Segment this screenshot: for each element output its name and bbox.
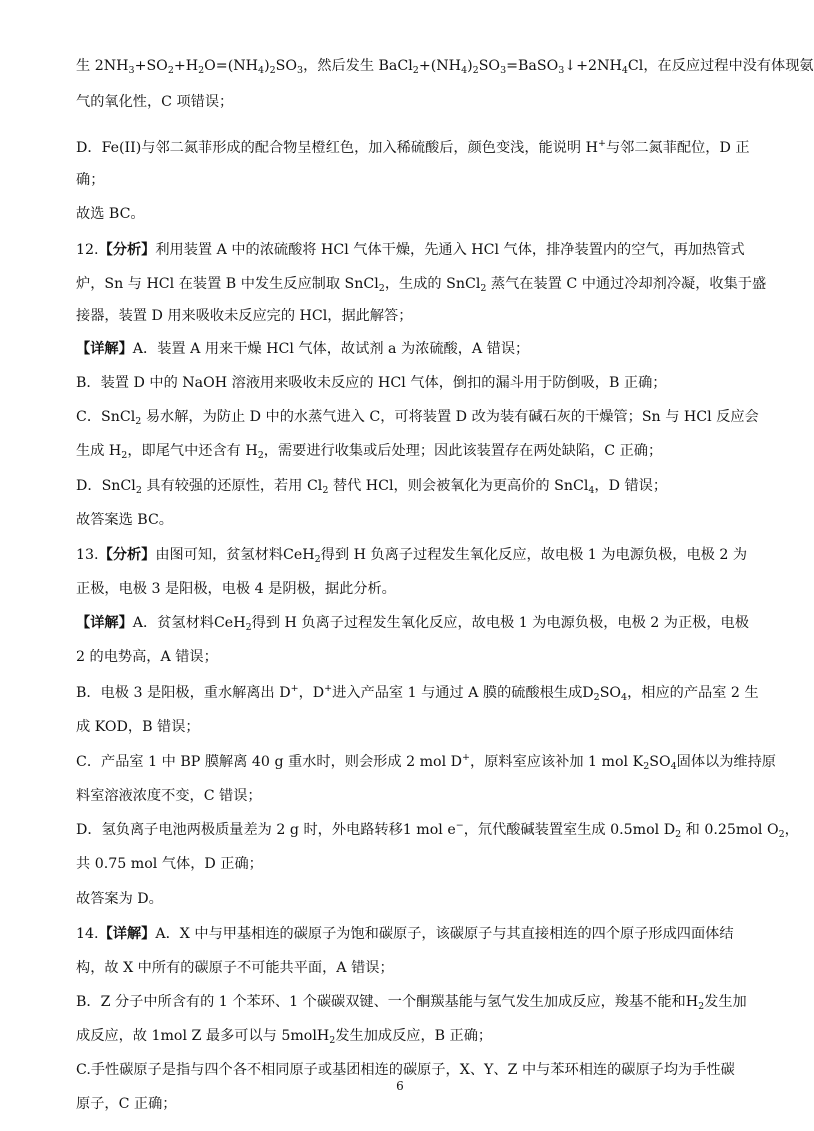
text-line: 共 0.75 mol 气体，D 正确； [76,856,263,872]
text-line: 【详解】A．贫氢材料CeH$_2$得到 H 负离子过程发生氧化反应，故电极 1 为电源负极，电极 2 为正极，电极 [76,615,749,633]
text-line: D．Fe(II)与邻二氮菲形成的配合物呈橙红色，加入稀硫酸后，颜色变浅，能说明 H+与邻二氮菲配位，D 正 [76,138,750,156]
text-line: 成反应，故 1mol Z 最多可以与 5molH$_2$发生加成反应，B 正确； [76,1028,493,1046]
text-line: 故答案选 BC。 [76,512,173,528]
text-line: 确； [76,172,105,188]
text-line: 12.【分析】利用装置 A 中的浓硫酸将 HCl 气体干燥，先通入 HCl 气体，排净装置内的空气，再加热管式 [76,242,745,258]
text-line: C．产品室 1 中 BP 膜解离 40 g 重水时，则会形成 2 mol D+，原料室应该补加 1 mol $K_2SO_4$固体以为维持原 [76,752,776,772]
text-line: 构，故 X 中所有的碳原子不可能共平面，A 错误； [76,960,394,976]
text-line: 14.【详解】A．X 中与甲基相连的碳原子为饱和碳原子，该碳原子与其直接相连的四个原子形成四面体结 [76,926,734,942]
text-line: 接器，装置 D 用来吸收未反应完的 HCl，据此解答； [76,308,413,324]
text-line: 生成 $H_2$，即尾气中还含有 $H_2$，需要进行收集或后处理；因此该装置存在两处缺陷，C 正确； [76,443,663,461]
text-line: B．Z 分子中所含有的 1 个苯环、1 个碳碳双键、一个酮羰基能与氢气发生加成反应，羧基不能和$H_2$发生加 [76,994,747,1012]
text-line: 故选 BC。 [76,206,145,222]
text-line: 原子，C 正确； [76,1096,177,1112]
text-line: 13.【分析】由图可知，贫氢材料CeH$_2$得到 H 负离子过程发生氧化反应，故电极 1 为电源负极，电极 2 为 [76,547,748,565]
text-line: C．SnCl$_2$ 易水解，为防止 D 中的水蒸气进入 C，可将装置 D 改为装有碱石灰的干燥管；Sn 与 HCl 反应会 [76,409,759,427]
text-line: 【详解】A．装置 A 用来干燥 HCl 气体，故试剂 a 为浓硫酸，A 错误； [76,341,530,357]
text-line: D．SnCl$_2$ 具有较强的还原性，若用 $Cl_2$ 替代 HCl，则会被氧化为更高价的 SnCl$_4$，D 错误； [76,478,668,496]
page-number: 6 [396,1079,404,1093]
text-line: 故答案为 D。 [76,891,163,907]
text-line: 2 的电势高，A 错误； [76,649,218,665]
text-line: 生 $2NH_3+SO_2+H_2O=(NH_4)_2SO_3$，然后发生 $BaCl_2+(NH_4)_2SO_3=BaSO_3↓+2NH_4Cl$，在反应过程中没有体现氨 [76,58,814,76]
text-line: 料室溶液浓度不变，C 错误； [76,788,262,804]
text-line: 气的氧化性，C 项错误； [76,94,234,110]
text-line: C.手性碳原子是指与四个各不相同原子或基团相连的碳原子，X、Y、Z 中与苯环相连的碳原子均为手性碳 [76,1062,735,1078]
text-line: 成 KOD，B 错误； [76,719,200,735]
text-line: 炉，Sn 与 HCl 在装置 B 中发生反应制取 SnCl$_2$，生成的 SnCl$_2$ 蒸气在装置 C 中通过冷却剂冷凝，收集于盛 [76,276,767,294]
text-line: B．电极 3 是阳极，重水解离出 D+，D+进入产品室 1 与通过 A 膜的硫酸根生成$D_2SO_4$，相应的产品室 2 生 [76,683,759,703]
text-line: B．装置 D 中的 NaOH 溶液用来吸收未反应的 HCl 气体，倒扣的漏斗用于防倒吸，B 正确； [76,375,667,391]
text-line: D．氢负离子电池两极质量差为 2 g 时，外电路转移1 mol e−，氘代酸碱装置室生成 0.5mol $D_2$ 和 0.25mol $O_2$， [76,820,799,840]
text-line: 正极，电极 3 是阳极，电极 4 是阴极，据此分析。 [76,581,396,597]
